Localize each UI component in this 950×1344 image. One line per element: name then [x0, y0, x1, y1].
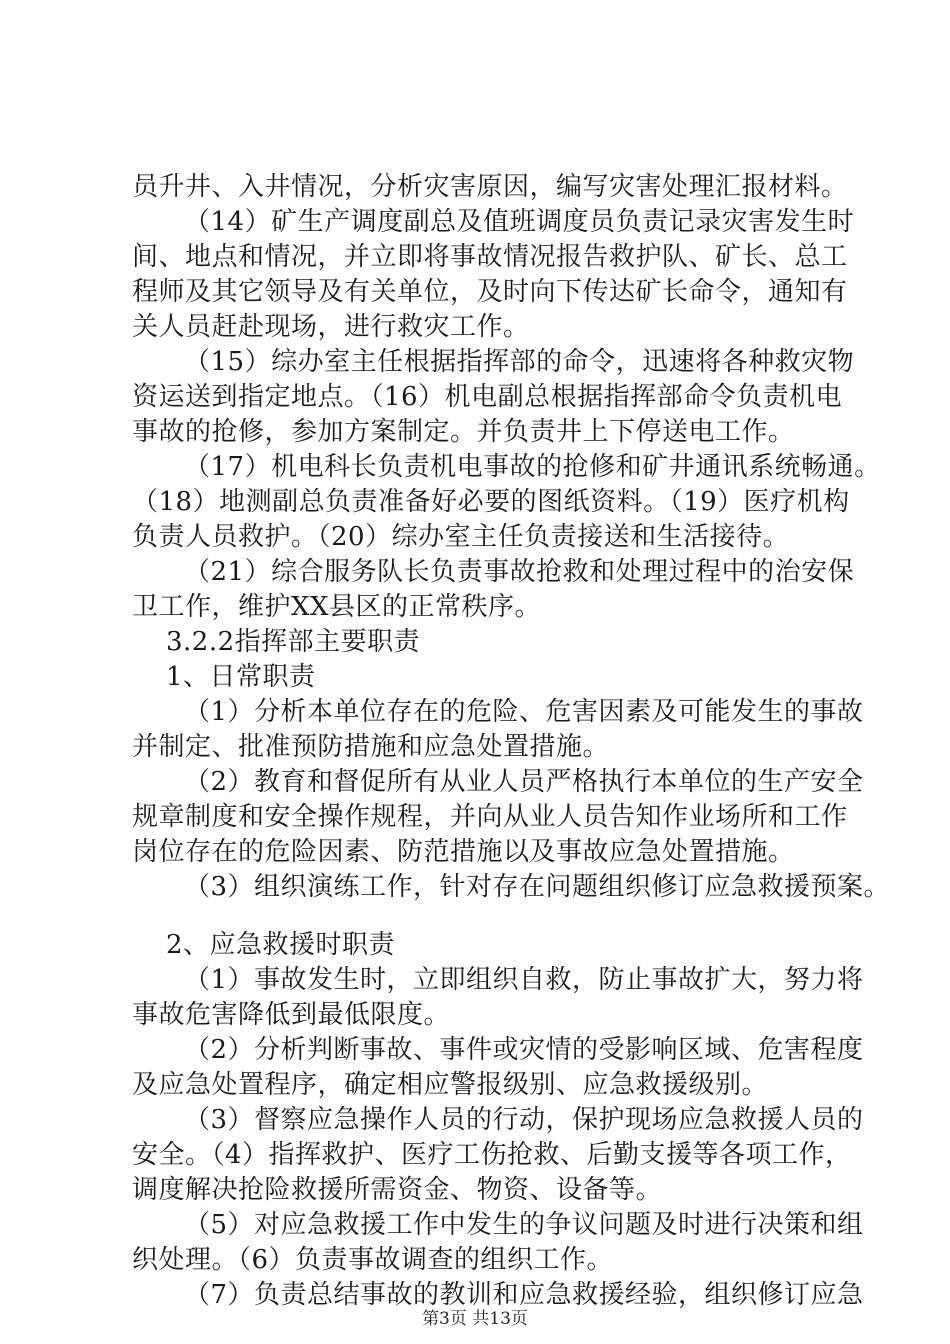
text-line: （18）地测副总负责准备好必要的图纸资料。（19）医疗机构 [132, 487, 850, 517]
text-line: 负责人员救护。（20）综办室主任负责接送和生活接待。 [132, 522, 790, 552]
text-line: （17）机电科长负责机电事故的抢修和矿井通讯系统畅通。 [184, 452, 881, 482]
text-line: 织处理。（6）负责事故调查的组织工作。 [132, 1245, 614, 1275]
text-line: （5）对应急救援工作中发生的争议问题及时进行决策和组 [184, 1210, 864, 1240]
text-line: 卫工作，维护XX县区的正常秩序。 [132, 592, 542, 622]
text-line: （2）教育和督促所有从业人员严格执行本单位的生产安全 [184, 767, 864, 797]
page-footer: 第3页 共13页 [422, 1309, 528, 1329]
text-line: （7）负责总结事故的教训和应急救援经验，组织修订应急 [184, 1280, 864, 1310]
section-heading: 3.2.2指挥部主要职责 [166, 627, 421, 657]
subsection-heading: 2、应急救援时职责 [166, 930, 396, 960]
text-line: 及应急处置程序，确定相应警报级别、应急救援级别。 [132, 1070, 769, 1100]
text-line: 并制定、批准预防措施和应急处置措施。 [132, 732, 610, 762]
text-line: 关人员赶赴现场，进行救灾工作。 [132, 312, 530, 342]
text-line: （15）综办室主任根据指挥部的命令，迅速将各种救灾物 [184, 347, 855, 377]
text-line: 事故的抢修，参加方案制定。并负责井上下停送电工作。 [132, 417, 795, 447]
text-line: 安全。（4）指挥救护、医疗工伤抢救、后勤支援等各项工作， [132, 1140, 852, 1170]
text-line: （3）督察应急操作人员的行动，保护现场应急救援人员的 [184, 1105, 864, 1135]
text-line: 员升井、入井情况，分析灾害原因，编写灾害处理汇报材料。 [132, 172, 848, 202]
text-line: 调度解决抢险救援所需资金、物资、设备等。 [132, 1175, 663, 1205]
text-line: （1）事故发生时，立即组织自救，防止事故扩大，努力将 [184, 965, 864, 995]
text-line: （14）矿生产调度副总及值班调度员负责记录灾害发生时 [184, 207, 855, 237]
text-line: 岗位存在的危险因素、防范措施以及事故应急处置措施。 [132, 837, 795, 867]
text-line: 规章制度和安全操作规程，并向从业人员告知作业场所和工作 [132, 802, 848, 832]
text-line: （3）组织演练工作，针对存在问题组织修订应急救援预案。 [184, 872, 891, 902]
text-line: （2）分析判断事故、事件或灾情的受影响区域、危害程度 [184, 1035, 864, 1065]
text-line: 事故危害降低到最低限度。 [132, 1000, 451, 1030]
subsection-heading: 1、日常职责 [166, 662, 316, 692]
text-line: 程师及其它领导及有关单位，及时向下传达矿长命令，通知有 [132, 277, 848, 307]
text-line: （1）分析本单位存在的危险、危害因素及可能发生的事故 [184, 697, 864, 727]
text-line: （21）综合服务队长负责事故抢救和处理过程中的治安保 [184, 557, 855, 587]
text-line: 资运送到指定地点。（16）机电副总根据指挥部命令负责机电 [132, 382, 843, 412]
text-line: 间、地点和情况，并立即将事故情况报告救护队、矿长、总工 [132, 242, 848, 272]
